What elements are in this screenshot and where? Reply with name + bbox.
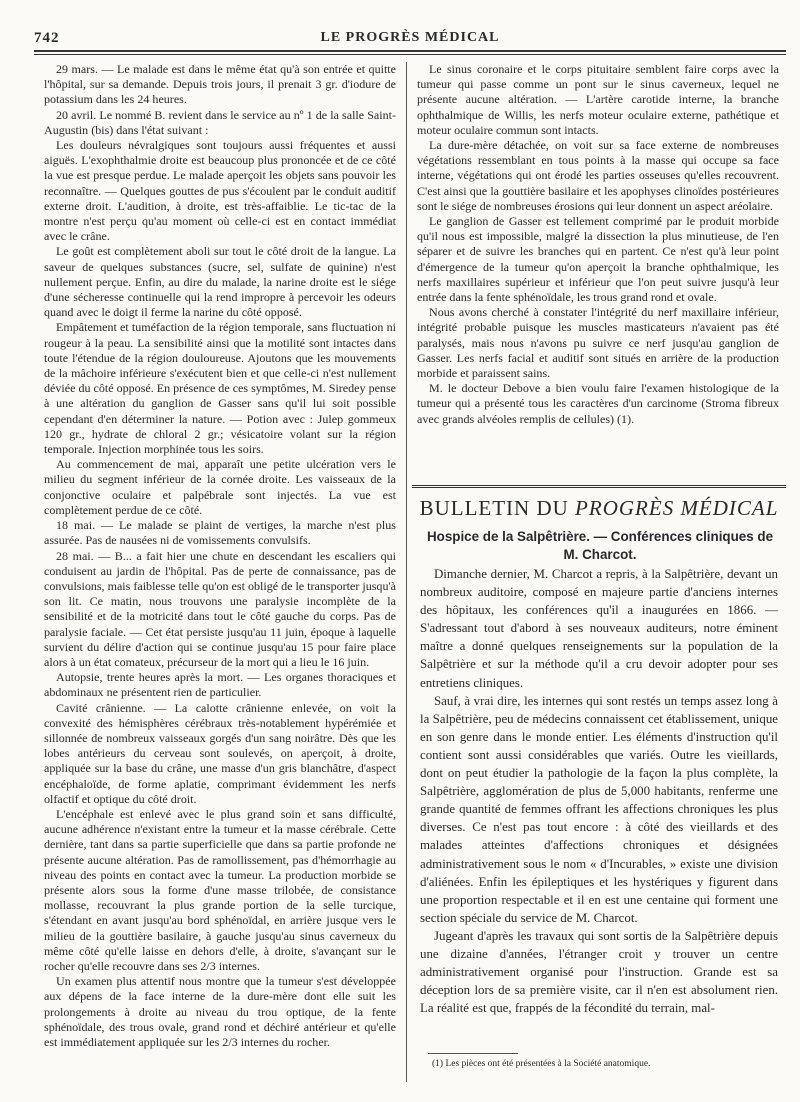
bulletin-title [412, 496, 786, 521]
footnote-rule [428, 1053, 518, 1054]
paragraph: Nous avons cherché à constater l'intégrité du nerf maxillaire inférieur, intégrité probable puisque les muscles masticateurs n'avaient pas été paralysés, mais nous n'avons pu suivre ce nerf jusqu'au ganglion de Gasser. Les nerfs facial et auditif sont situés en arrière de la production morbide et paraissent sains. [417, 305, 779, 381]
bulletin-title-italic: PROGRÈS MÉDICAL [575, 496, 779, 520]
footnote: (1) Les pièces ont été présentées à la Société anatomique. [432, 1059, 651, 1069]
paragraph: 20 avril. Le nommé B. revient dans le service au nº 1 de la salle Saint-Augustin (bis) dans l'état suivant : [44, 107, 396, 137]
column-divider [406, 62, 407, 1082]
page-number: 742 [34, 30, 60, 46]
bulletin-subtitle: Hospice de la Salpêtrière. — Conférences cliniques de M. Charcot. [426, 529, 774, 562]
paragraph: Dimanche dernier, M. Charcot a repris, à la Salpêtrière, devant un nombreux auditoire, composé en majeure partie d'anciens internes des hôpitaux, les conférences qu'il a inaugurées en 1866. — S'adressant tout d'abord à ses nouveaux auditeurs, notre éminent maître a donné quelques renseignements sur la population de la Salpêtrière et sur la méthode qu'il a cru devoir adopter pour ses entretiens cliniques. [420, 567, 778, 690]
paragraph: Jugeant d'après les travaux qui sont sortis de la Salpêtrière depuis une dizaine d'années, l'étranger croit y trouver un centre administrativement organisé pour l'instruction. Grande est sa déception lors de sa première visite, car il n'en est absolument rien. La réalité est que, frappés de la fécondité du terrain, mal- [420, 928, 778, 1016]
paragraph: 18 mai. — Le malade se plaint de vertiges, la marche n'est plus assurée. Pas de nausées ni de vomissements convulsifs. [44, 518, 396, 548]
paragraph: Sauf, à vrai dire, les internes qui sont restés un temps assez long à la Salpêtrière, peu de médecins connaissent cet établissement, unique en son genre dans le monde entier. Les éléments d'instruction qu'il contient sont aussi considérables que variés. Outre les vieillards, dont on peut étudier la pathologie de la façon la plus complète, la Salpêtrière, agglomération de plus de 5,000 habitants, renferme une grande quantité de femmes offrant les affections chroniques les plus diverses. Ce n'est pas tout encore : à côté des vieillards et des malades atteintes d'affections chroniques et désignées administrativement sous le nom « d'Incurables, » existe une division d'aliénées. Enfin les épileptiques et les hystériques y figurent dans une proportion respectable et il en est une centaine qui forment une section spéciale du service de M. Charcot. [420, 693, 778, 925]
paragraph: 28 mai. — B... a fait hier une chute en descendant les escaliers qui conduisent au jardin de l'hôpital. Pas de perte de connaissance, pas de convulsions, mais faiblesse telle qu'on est obligé de le transporter jusqu'à son lit. Ce matin, nous trouvons une paralysie incomplète de la sensibilité et de la motricité dans tout le côté gauche du corps. Pas de paralysie faciale. — Cet état persiste jusqu'au 11 juin, époque à laquelle survient du délire d'action qui se continue jusqu'au 15 pour faire place alors à un état comateux, précurseur de la mort qui a lieu le 16 juin. [44, 548, 396, 669]
journal-title: LE PROGRÈS MÉDICAL [320, 30, 500, 45]
paragraph: Le goût est complètement aboli sur tout le côté droit de la langue. La saveur de quelques substances (sucre, sel, sulfate de quinine) n'est nullement perçue. Enfin, au dire du malade, la narine droite est le siége d'une sécheresse continuelle qui la rend impropre à percevoir les odeurs quand avec le doigt il ferme la narine du côté opposé. [44, 244, 396, 320]
right-column-top [417, 62, 779, 427]
paragraph: Autopsie, trente heures après la mort. — Les organes thoraciques et abdominaux ne présentent rien de particulier. [44, 670, 396, 700]
paragraph: Le ganglion de Gasser est tellement comprimé par le produit morbide qu'il nous est impossible, malgré la dissection la plus minutieuse, de l'en séparer et de suivre les branches qui en partent. Ce n'est qu'à leur point d'émergence de la tumeur qu'on aperçoit la branche ophthalmique, les nerfs maxillaires supérieur et inférieur que l'on peut suivre jusqu'à leur entrée dans la fente sphénoïdale, les trous grand rond et ovale. [417, 214, 779, 305]
paragraph: Cavité crânienne. — La calotte crânienne enlevée, on voit la convexité des hémisphères cérébraux très-notablement hypérémiée et sillonnée de nombreux vaisseaux gorgés d'un sang noirâtre. Dès que les lobes antérieurs du cerveau sont soulevés, on aperçoit, à droite, appliquée sur la base du crâne, une masse d'un gris blanchâtre, d'aspect encéphaloïde, de forme aplatie, comprimant évidemment les nerfs olfactif et optique du côté droit. [44, 700, 396, 806]
left-column [44, 62, 396, 1050]
paragraph: Empâtement et tuméfaction de la région temporale, sans fluctuation ni rougeur à la peau. La sensibilité ainsi que la motilité sont intactes dans toute l'étendue de la région douloureuse. Ajoutons que les mouvements de la mâchoire inférieure s'exécutent bien et que celle-ci n'est nullement déviée du côté opposé. En présence de ces symptômes, M. Siredey pense à une altération du ganglion de Gasser sans qu'il lui soit possible cependant d'en déterminer la nature. — Potion avec : Julep gommeux 120 gr., hydrate de chloral 2 gr.; vésicatoire volant sur la région temporale. Injection morphinée tous les soirs. [44, 320, 396, 457]
paragraph: Un examen plus attentif nous montre que la tumeur s'est développée aux dépens de la face interne de la dure-mère dont elle suit les prolongements à droite au niveau du trou optique, de la fente sphénoïdale, des trous ovale, grand rond et déchiré antérieur et qu'elle est immédiatement appliquée sur les 2/3 internes du rocher. [44, 974, 396, 1049]
page-header [34, 30, 786, 50]
bulletin-title-plain: BULLETIN DU [419, 496, 569, 520]
bulletin-body [420, 565, 778, 1017]
paragraph: M. le docteur Debove a bien voulu faire l'examen histologique de la tumeur qui a présenté tous les caractères d'un carcinome (Stroma fibreux avec grands alvéoles remplis de cellules) (1). [417, 381, 779, 426]
paragraph: La dure-mère détachée, on voit sur sa face externe de nombreuses végétations ressemblant en tous points à la masse qui occupe sa face interne, végétations qui ont érodé les parties osseuses qu'elles recouvrent. C'est ainsi que la gouttière basilaire et les apophyses clinoïdes postérieures sont le siége de nombreuses érosions qui leur donnent un aspect aréolaire. [417, 138, 779, 213]
header-rule [34, 50, 786, 55]
paragraph: 29 mars. — Le malade est dans le même état qu'à son entrée et quitte l'hôpital, sur sa demande. Depuis trois jours, il prenait 3 gr. d'iodure de potassium dans les 24 heures. [44, 62, 396, 107]
paragraph: Le sinus coronaire et le corps pituitaire semblent faire corps avec la tumeur qui passe comme un pont sur le sinus caverneux, lequel ne présente aucune altération. — L'artère carotide interne, la branche ophthalmique de Willis, les nerfs moteur oculaire externe, pathétique et moteur oculaire commun sont intacts. [417, 62, 779, 137]
paragraph: Les douleurs névralgiques sont toujours aussi fréquentes et aussi aiguës. L'exophthalmie droite est beaucoup plus prononcée et de ce côté la vue est presque perdue. Le malade aperçoit les objets sans pouvoir les reconnaître. — Quelques gouttes de pus s'écoulent par le conduit auditif externe droit. L'audition, à droite, est très-affaiblie. Le tic-tac de la montre n'est perçu qu'au moment où celle-ci est en contact immédiat avec le crâne. [44, 138, 396, 244]
bulletin-rule [412, 485, 786, 489]
paragraph: Au commencement de mai, apparaît une petite ulcération vers le milieu du segment inférieur de la cornée droite. Les vaisseaux de la conjonctive oculaire et palpébrale sont injectés. La vue est complètement perdue de ce côté. [44, 457, 396, 517]
paragraph: L'encéphale est enlevé avec le plus grand soin et sans difficulté, aucune adhérence n'existant entre la tumeur et la masse cérébrale. Cette dernière, tant dans sa partie superficielle que dans sa partie profonde ne présente aucune altération. Pas de ramollissement, pas d'hémorrhagie au niveau des points en contact avec la tumeur. La production morbide se présente alors sous la forme d'une masse trilobée, de consistance mollasse, recouvrant la plus grande portion de la selle turcique, s'étendant en avant jusqu'au bord sphénoïdal, en arrière jusque vers le milieu de la gouttière basilaire, à gauche jusqu'au sinus caverneux du même côté qu'elle laisse en dehors d'elle, à droite, s'avançant sur le rocher qu'elle recouvre dans ses 2/3 internes. [44, 806, 396, 973]
